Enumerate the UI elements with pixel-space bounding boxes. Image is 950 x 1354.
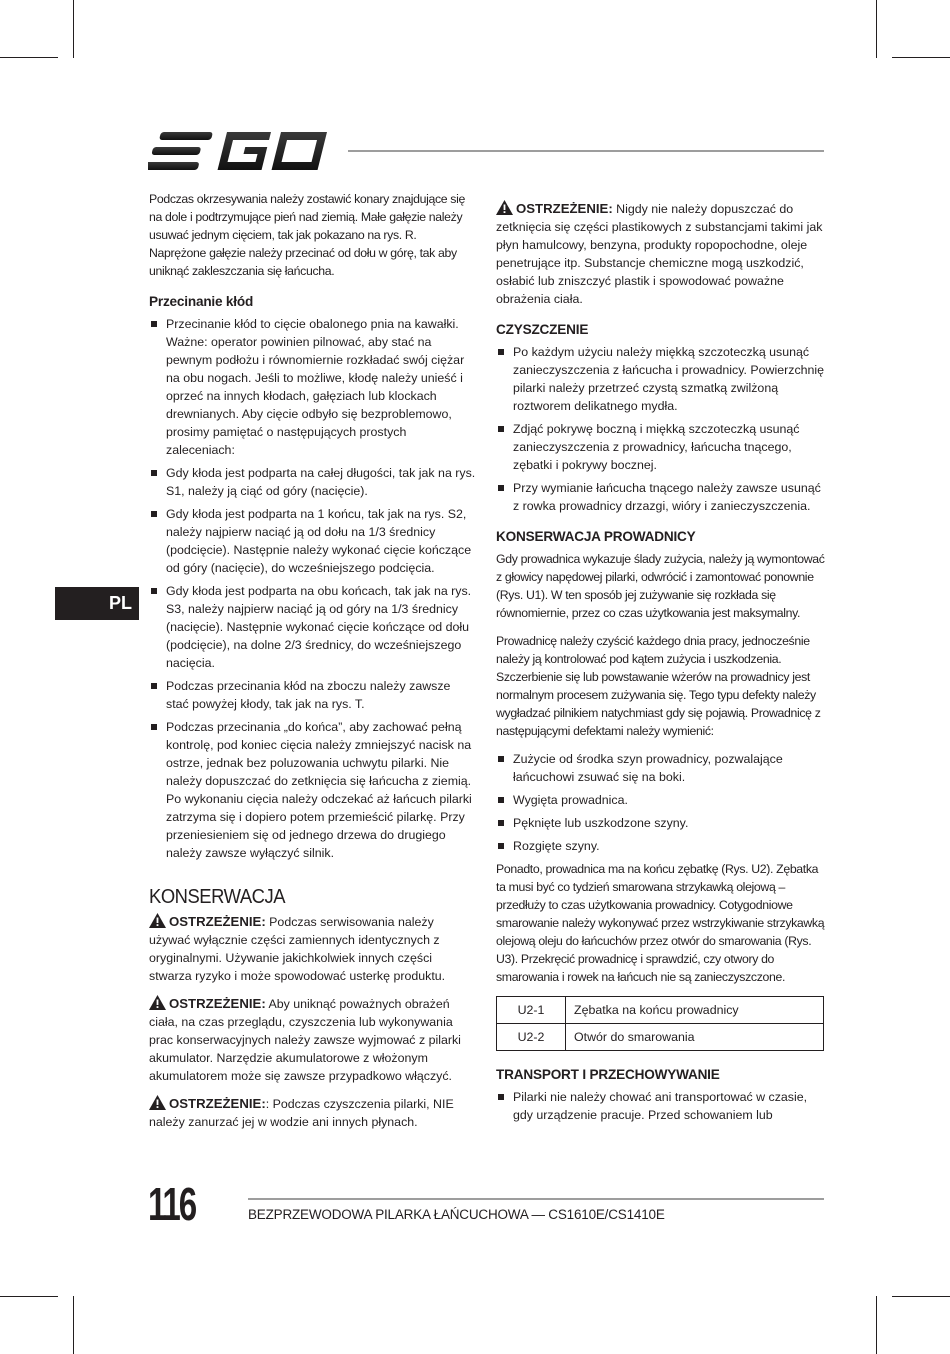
bullet-icon [151, 511, 157, 517]
crop-mark [0, 1296, 58, 1297]
warning-paragraph: OSTRZEŻENIE: Nigdy nie należy dopuszczać do zetknięcia się części plastikowych z substancjami takimi jak płyn hamulcowy, benzyna, produkty ropopochodne, oleje penetrujące itp. Substancje chemiczne mogą uszkodzić, osłabić lub zniszczyć plastik i spowodować poważne obrażenia ciała. [496, 201, 823, 306]
crop-mark [876, 1296, 877, 1354]
maintenance-heading: KONSERWACJA [149, 886, 286, 908]
list-item: Zużycie od środka szyn prowadnicy, pozwalające łańcuchowi zsuwać się na boki. [496, 750, 825, 786]
guide-paragraph: Gdy prowadnica wykazuje ślady zużycia, należy ją wymontować z głowicy napędowej pilarki, odwrócić i zamontować ponownie (Rys. U1). W ten sposób jej zużywanie się rozkłada się równomiernie, przez co czas użytkowania jest maksymalny. [496, 552, 825, 620]
bullet-icon [151, 321, 157, 327]
bullet-icon [498, 756, 504, 762]
bullet-icon [498, 426, 504, 432]
guide-maintenance-heading: KONSERWACJA PROWADNICY [496, 529, 696, 544]
crop-mark [892, 1296, 950, 1297]
left-column [149, 190, 476, 1141]
bullet-icon [498, 1094, 504, 1100]
ego-logo [148, 128, 333, 174]
list-item: Przy wymianie łańcucha tnącego należy zawsze usunąć z rowka prowadnicy drzazgi, wióry i zanieczyszczenia. [496, 479, 825, 515]
section-title-cutting-logs: Przecinanie kłód [149, 294, 254, 309]
crop-mark [73, 1296, 74, 1354]
list-item: Pilarki nie należy chować ani transportować w czasie, gdy urządzenie pracuje. Przed schowaniem lub [496, 1088, 825, 1124]
list-item: Podczas przecinania kłód na zboczu należy zawsze stać powyżej kłody, tak jak na rys. T. [149, 677, 476, 713]
list-item: Podczas przecinania „do końca”, aby zachować pełną kontrolę, pod koniec cięcia należy zmniejszyć nacisk na ostrze, jednak bez poluzowania uchwytu pilarki. Nie należy dopuszczać do zetknięcia się łańcucha z ziemią. Po wykonaniu cięcia należy odczekać aż łańcuch pilarki zatrzyma się i dopiero potem przemieścić pilarkę. Przy przeniesieniem się od jednego drzewa do drugiego należy zawsze wyłączyć silnik. [149, 718, 476, 862]
bullet-icon [498, 843, 504, 849]
list-item: Przecinanie kłód to cięcie obalonego pnia na kawałki. Ważne: operator powinien pilnować, aby stać na pewnym podłożu i równomiernie rozkładać swój ciężar na obu nogach. Jeśli to możliwe, kłodę należy unieść i oprzeć na innych kłodach, gałęziach lub klockach drewnianych. Aby cięcie odbyło się bezproblemowo, prosimy pamiętać o następujących prostych zaleceniach: [149, 315, 476, 459]
cleaning-list [496, 343, 825, 515]
crop-mark [73, 0, 74, 58]
bullet-icon [498, 349, 504, 355]
bullet-icon [498, 797, 504, 803]
guide-defects-list [496, 750, 825, 855]
transport-list [496, 1088, 825, 1124]
warning-icon [496, 200, 513, 215]
table-cell-label: Otwór do smarowania [566, 1024, 824, 1051]
warning-icon [149, 1095, 166, 1110]
transport-heading: TRANSPORT I PRZECHOWYWANIE [496, 1067, 720, 1082]
cutting-logs-list [149, 315, 476, 862]
bullet-icon [151, 588, 157, 594]
warning-icon [149, 995, 166, 1010]
table-row [497, 1024, 824, 1051]
cleaning-heading: CZYSZCZENIE [496, 322, 589, 337]
footer-rule [248, 1198, 824, 1200]
list-item: Gdy kłoda jest podparta na obu końcach, tak jak na rys. S3, należy najpierw naciąć ją od góry na 1/3 średnicy (nacięcie). Następnie wykonać cięcie kończące od dołu (podcięcie), na dolne 2/3 średnicy, do wcześniejszego nacięcia. [149, 582, 476, 672]
bullet-icon [151, 683, 157, 689]
table-row [497, 997, 824, 1024]
list-item: Wygięta prowadnica. [496, 791, 825, 809]
language-tab: PL [55, 587, 139, 620]
guide-paragraph: Ponadto, prowadnica ma na końcu zębatkę (Rys. U2). Zębatka ta musi być co tydzień smarowana strzykawką olejową – przedłuży to czas użytkowania prowadnicy. Cotygodniowe smarowanie należy wykonywać przez wstrzykiwanie strzykawką olejową oleju do łańcuchów przez otwór do smarowania (Rys. U3). Przekręcić prowadnicę i sprawdzić, czy otwory do smarowania i rowek na łańcuch nie są zanieczyszczone. [496, 862, 825, 984]
crop-mark [0, 57, 58, 58]
page-number: 116 [148, 1178, 195, 1230]
list-item: Gdy kłoda jest podparta na 1 końcu, tak jak na rys. S2, należy najpierw naciąć ją od dołu na 1/3 średnicy (podcięcie). Następnie należy wykonać cięcie kończące od góry (nacięcie), do wcześniejszego podcięcia. [149, 505, 476, 577]
warning-icon [149, 913, 166, 928]
bullet-icon [498, 820, 504, 826]
parts-table [496, 996, 824, 1051]
guide-paragraph: Prowadnicę należy czyścić każdego dnia pracy, jednocześnie należy ją kontrolować pod kątem zużycia i uszkodzenia. Szczerbienie się lub powstawanie wżerów na prowadnicy jest normalnym procesem zużywania się. Tego typu defekty należy wygładzać pilnikiem natychmiast gdy się pojawią. Prowadnicę z następującymi defektami należy wymienić: [496, 634, 821, 738]
list-item: Gdy kłoda jest podparta na całej długości, tak jak na rys. S1, należy ją ciąć od góry (nacięcie). [149, 464, 476, 500]
bullet-icon [498, 485, 504, 491]
warning-paragraph: OSTRZEŻENIE: Aby uniknąć poważnych obrażeń ciała, na czas przeglądu, czyszczenia lub wykonywania prac konserwacyjnych należy zawsze wyjmować z pilarki akumulator. Narzędzie akumulatorowe z włożonym akumulatorem może się zawsze przypadkowo włączyć. [149, 996, 461, 1083]
header-rule [348, 150, 824, 152]
list-item: Zdjąć pokrywę boczną i miękką szczoteczką usunąć zanieczyszczenia z prowadnicy, łańcucha tnącego, zębatki i pokrywy bocznej. [496, 420, 825, 474]
warning-paragraph: OSTRZEŻENIE: Podczas serwisowania należy używać wyłącznie części zamiennych identycznych z oryginalnymi. Używanie jakichkolwiek innych części stwarza ryzyko i może spowodować usterkę produktu. [149, 914, 446, 983]
table-cell-code: U2-1 [497, 997, 566, 1024]
table-cell-code: U2-2 [497, 1024, 566, 1051]
table-cell-label: Zębatka na końcu prowadnicy [566, 997, 824, 1024]
list-item: Pęknięte lub uszkodzone szyny. [496, 814, 825, 832]
bullet-icon [151, 724, 157, 730]
list-item: Po każdym użyciu należy miękką szczoteczką usunąć zanieczyszczenia z łańcucha i prowadnicy. Powierzchnię pilarki należy przetrzeć czystą szmatką zwilżoną roztworem delikatnego mydła. [496, 343, 825, 415]
crop-mark [892, 57, 950, 58]
bullet-icon [151, 470, 157, 476]
footer-title: BEZPRZEWODOWA PILARKA ŁAŃCUCHOWA — CS1610E/CS1410E [248, 1207, 665, 1222]
warning-paragraph: OSTRZEŻENIE:: Podczas czyszczenia pilarki, NIE należy zanurzać jej w wodzie ani innych płynach. [149, 1096, 454, 1129]
intro-paragraph: Podczas okrzesywania należy zostawić konary znajdujące się na dole i podtrzymujące pień nad ziemią. Małe gałęzie należy usuwać jednym cięciem, tak jak pokazano na rys. R. Naprężone gałęzie należy przecinać od dołu w górę, tak aby uniknąć zakleszczania się łańcucha. [149, 192, 465, 278]
crop-mark [876, 0, 877, 58]
right-column [496, 200, 825, 1129]
list-item: Rozgięte szyny. [496, 837, 825, 855]
